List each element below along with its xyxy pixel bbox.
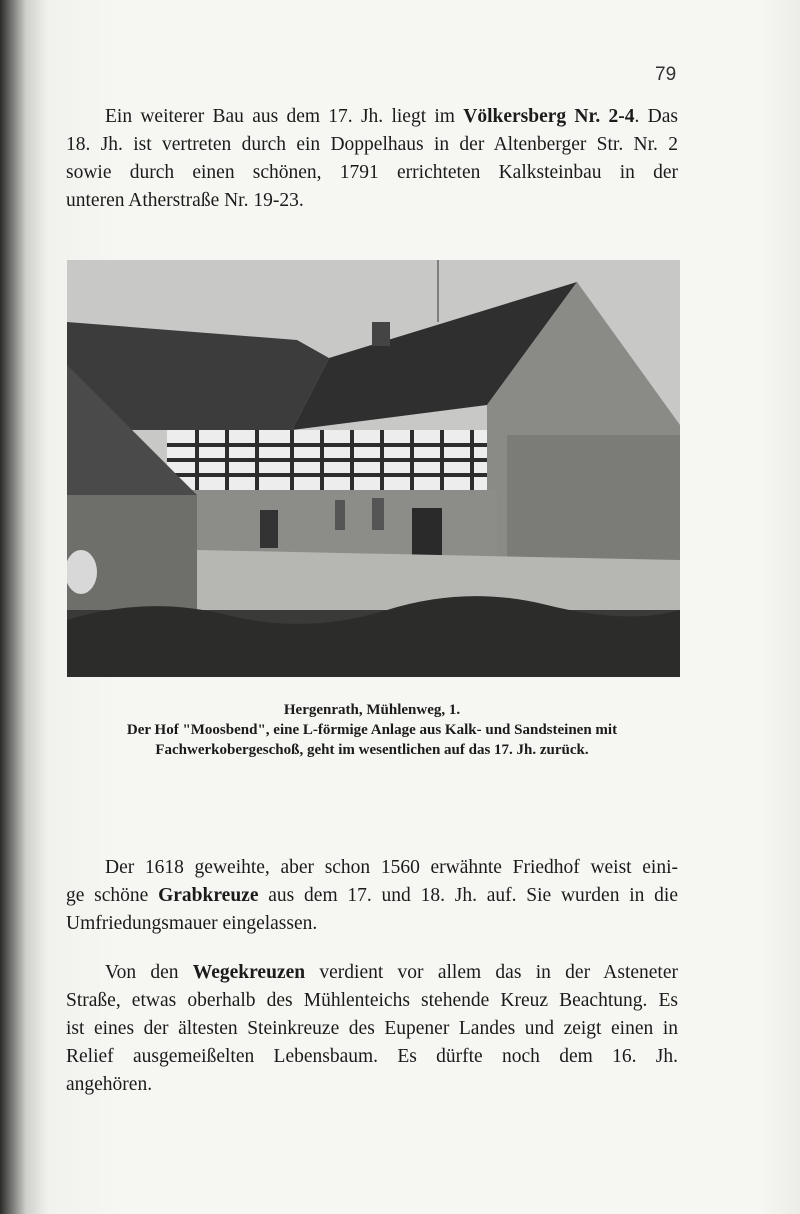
text-segment: Relief ausgemeißelten Lebensbaum. Es dürfte noch dem 16. Jh. — [66, 1046, 678, 1067]
text-line — [66, 959, 678, 987]
text-segment: Von den — [105, 962, 193, 983]
text-segment: sowie durch einen schönen, 1791 errichteten Kalksteinbau in der — [66, 162, 678, 183]
text-segment: angehören. — [66, 1074, 153, 1095]
page-number: 79 — [655, 64, 677, 85]
text-segment: unteren Atherstraße Nr. 19-23. — [66, 190, 304, 211]
text-line — [66, 910, 678, 938]
text-segment: Ein weiterer Bau aus dem 17. Jh. liegt im — [105, 106, 464, 127]
text-segment: Der 1618 geweihte, aber schon 1560 erwähnte Friedhof weist eini- — [105, 857, 678, 878]
text-segment: ge schöne — [66, 885, 159, 906]
text-segment: . Das — [634, 106, 679, 127]
photo-hof-moosbend — [67, 260, 680, 677]
text-segment: Straße, etwas oberhalb des Mühlenteichs stehende Kreuz Beachtung. Es — [66, 990, 678, 1011]
text-line — [66, 1043, 678, 1071]
text-line — [66, 1015, 678, 1043]
bold-term: Völkersberg Nr. 2-4 — [463, 106, 635, 127]
text-segment: 18. Jh. ist vertreten durch ein Doppelhaus in der Altenberger Str. Nr. 2 — [66, 134, 678, 155]
caption-title: Hergenrath, Mühlenweg, 1. — [283, 702, 461, 718]
text-line — [66, 882, 678, 910]
text-line — [66, 854, 678, 882]
caption-text-line: Fachwerkobergeschoß, geht im wesentlichen auf das 17. Jh. zurück. — [155, 742, 589, 758]
caption-text-line: Der Hof "Moosbend", eine L-förmige Anlage aus Kalk- und Sandsteinen mit — [126, 722, 618, 738]
text-segment: Umfriedungsmauer eingelassen. — [66, 913, 318, 934]
text-segment: aus dem 17. und 18. Jh. auf. Sie wurden in die — [258, 885, 678, 906]
paragraph-voelkersberg — [66, 103, 678, 215]
text-line — [66, 1071, 678, 1099]
paragraph-friedhof — [66, 854, 678, 938]
bold-term: Wegekreuzen — [192, 962, 306, 983]
text-line — [66, 187, 678, 215]
bold-term: Grabkreuze — [158, 885, 259, 906]
text-line — [66, 159, 678, 187]
photo-caption — [66, 700, 678, 760]
text-line — [66, 131, 678, 159]
paragraph-wegekreuze — [66, 959, 678, 1099]
text-line — [66, 103, 678, 131]
text-line — [66, 987, 678, 1015]
text-segment: ist eines der ältesten Steinkreuze des Eupener Landes und zeigt einen in — [66, 1018, 678, 1039]
text-segment: verdient vor allem das in der Asteneter — [305, 962, 678, 983]
